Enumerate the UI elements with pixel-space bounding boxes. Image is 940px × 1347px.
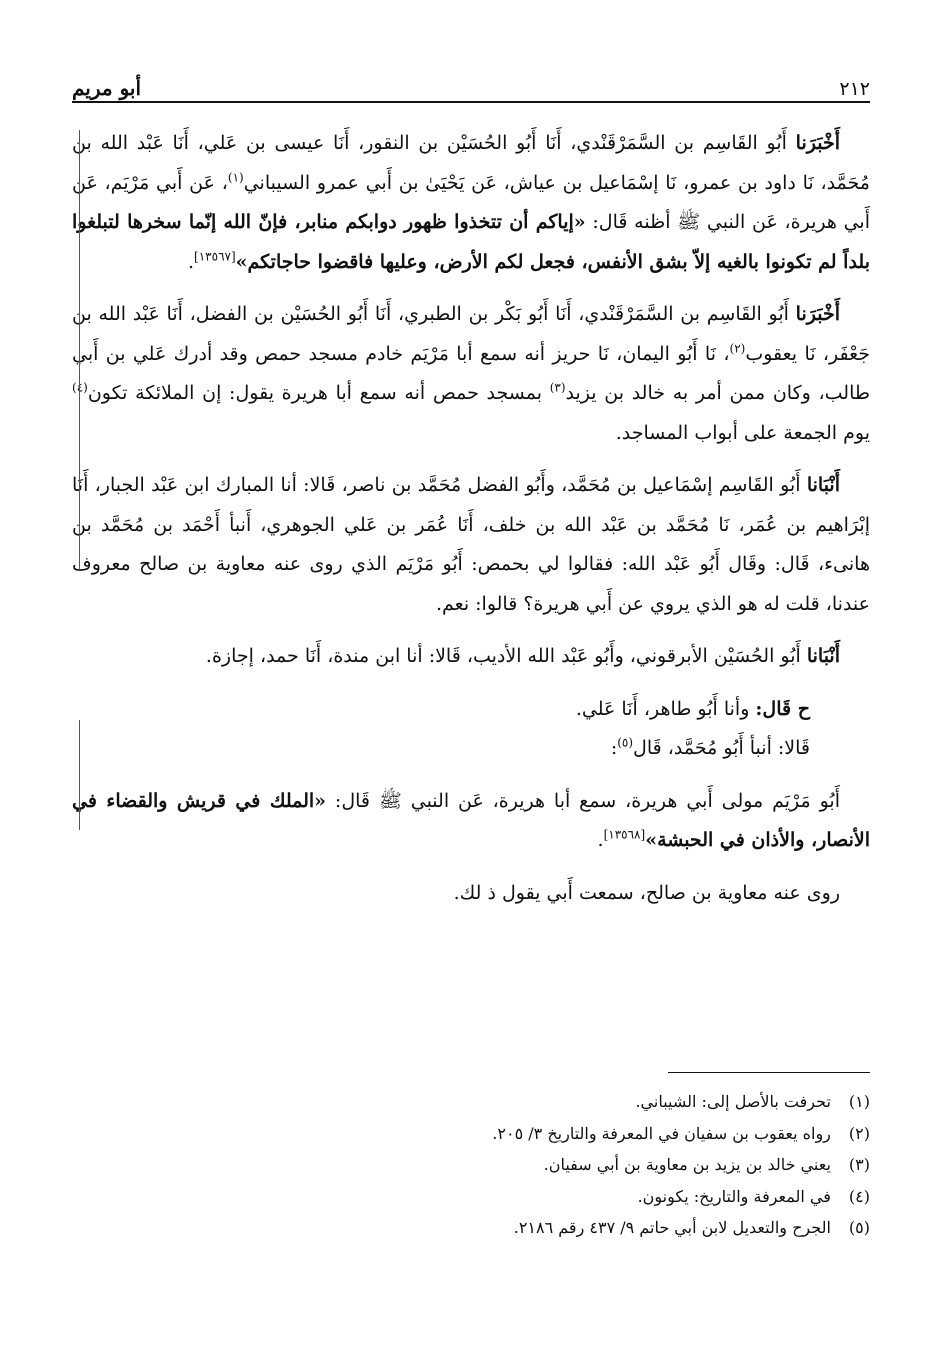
paragraph-4 bbox=[72, 637, 870, 677]
scan-edge-mark bbox=[79, 130, 80, 570]
header-rule bbox=[72, 101, 870, 103]
isnad-keyword: أَنْبَانا bbox=[806, 474, 840, 496]
hadith-text: «إياكم أن تتخذوا ظهور دوابكم منابر، فإنّ الله إنّما سخرها لتبلغوا بلداً لم تكونوا بالغيه إلاّ بشق الأنفس، فجعل لكم الأرض، وعليها فاقضوا حاجاتكم» bbox=[72, 211, 870, 273]
paragraph-end: . bbox=[188, 250, 195, 273]
paragraph-end: . bbox=[597, 829, 604, 851]
footnotes bbox=[72, 1086, 870, 1244]
isnad-keyword: أَخْبَرَنا bbox=[795, 303, 840, 325]
footnote-item bbox=[72, 1149, 870, 1181]
footnote-marker[interactable]: (٥) bbox=[617, 735, 634, 750]
isnad-keyword: أَنْبَانا bbox=[806, 645, 840, 667]
hadith-reference: [١٣٥٦٨] bbox=[603, 827, 646, 842]
isnad-keyword: ح قَال: bbox=[755, 697, 810, 720]
paragraph-2 bbox=[72, 295, 870, 453]
footnote-text: في المعرفة والتاريخ: يكونون. bbox=[637, 1186, 831, 1206]
paragraph-text: روى عنه معاوية بن صالح، سمعت أَبي يقول ذ لك. bbox=[453, 881, 840, 904]
paragraph-8 bbox=[72, 874, 870, 914]
footnote-number: (١) bbox=[848, 1092, 870, 1111]
footnote-item bbox=[72, 1086, 870, 1118]
paragraph-7 bbox=[72, 782, 870, 861]
footnote-text: رواه يعقوب بن سفيان في المعرفة والتاريخ ٣/ ٢٠٥. bbox=[492, 1123, 831, 1143]
paragraph-3 bbox=[72, 466, 870, 624]
paragraph-text: قَالا: أنبأ أَبُو مُحَمَّد، قَال bbox=[633, 737, 810, 759]
footnote-text: الجرح والتعديل لابن أبي حاتم ٩/ ٤٣٧ رقم ٢١٨٦. bbox=[513, 1218, 831, 1237]
footnote-text: يعني خالد بن يزيد بن معاوية بن أبي سفيان. bbox=[543, 1155, 831, 1174]
footnote-marker[interactable]: (١) bbox=[227, 170, 244, 185]
paragraph-text: يوم الجمعة على أبواب المساجد. bbox=[615, 421, 870, 444]
paragraph-text: بمسجد حمص أنه سمع أبا هريرة يقول: إن الملائكة تكون bbox=[87, 382, 550, 404]
hadith-text: «الملك في قريش والقضاء في الأنصار، والأذان في الحبشة» bbox=[72, 789, 870, 851]
footnote-number: (٤) bbox=[848, 1186, 870, 1206]
footnote-item bbox=[72, 1118, 870, 1150]
paragraph-text: ، نَا أَبُو اليمان، نَا حريز أنه سمع أبا مَرْيَم خادم مسجد حمص وقد أدرك عَلي بن أَبي طالب، وكان ممن أمر به خالد بن يزيد bbox=[72, 342, 870, 404]
paragraph-5 bbox=[72, 690, 870, 730]
isnad-keyword: أَخْبَرَنا bbox=[795, 132, 840, 154]
paragraph-text: ، عَن أَبي مَرْيَم، عَن أَبي هريرة، عَن النبي ﷺ أظنه قَال: bbox=[72, 171, 870, 233]
paragraph-text: وأنا أَبُو طاهر، أَنَا عَلي. bbox=[575, 697, 756, 720]
paragraph-1 bbox=[72, 124, 870, 282]
footnote-number: (٥) bbox=[848, 1218, 870, 1237]
footnote-rule bbox=[668, 1072, 870, 1073]
page-header bbox=[72, 68, 870, 100]
footnote-item bbox=[72, 1181, 870, 1213]
footnote-item bbox=[72, 1212, 870, 1244]
paragraph-text: أَبُو القَاسِم بن السَّمَرْقَنْدي، أَنَا أَبُو الحُسَيْن بن النقور، أَنَا عيسى بن عَلي، أَنَا عَبْد الله بن مُحَمَّد، نَا داود بن عمرو، نَا إسْمَاعيل بن عياش، عَن يَحْيَىٰ بن أَبي عمرو السيباني bbox=[72, 132, 870, 194]
main-text bbox=[72, 124, 870, 913]
paragraph-text: أَبُو الحُسَيْن الأبرقوني، وأَبُو عَبْد الله الأديب، قَالا: أنا ابن مندة، أَنَا حمد، إجازة. bbox=[205, 645, 807, 667]
footnote-number: (٣) bbox=[848, 1155, 870, 1174]
footnote-text: تحرفت بالأصل إلى: الشيباني. bbox=[635, 1092, 831, 1111]
paragraph-text: : bbox=[610, 737, 618, 759]
scan-edge-mark bbox=[79, 720, 80, 830]
page-number: ٢١٢ bbox=[839, 78, 870, 100]
paragraph-text: أَبُو القَاسِم إسْمَاعيل بن مُحَمَّد، وأَبُو الفضل مُحَمَّد بن ناصر، قَالا: أنا المبارك ابن عَبْد الجبار، أَنَا إبْرَاهيم بن عُمَر، نَا مُحَمَّد بن عَبْد الله بن خلف، أَنَا عُمَر بن عَلي الجوهري، أَنبأ أَحْمَد بن مُحَمَّد بن هانىء، قَال: وقَال أَبُو عَبْد الله: فقالوا لي بحمص: أَبُو مَرْيَم الذي روى عنه معاوية بن صالح معروف عندنا، قلت له هو الذي يروي عن أَبي هريرة؟ قالوا: نعم. bbox=[72, 474, 870, 615]
paragraph-text: أَبُو القَاسِم بن السَّمَرْقَنْدي، أَنَا أَبُو بَكْر بن الطبري، أَنَا أَبُو الحُسَيْن بن الفضل، أَنَا عَبْد الله بن جَعْفَر، نَا يعقوب bbox=[72, 303, 871, 365]
paragraph-text: أَبُو مَرْيَم مولى أَبي هريرة، سمع أبا هريرة، عَن النبي ﷺ قَال: bbox=[326, 789, 840, 812]
running-title: أبو مريم bbox=[72, 76, 142, 100]
footnote-number: (٢) bbox=[848, 1123, 870, 1143]
footnote-marker[interactable]: (٣) bbox=[549, 380, 566, 395]
footnote-marker[interactable]: (٤) bbox=[72, 380, 88, 395]
hadith-reference: [١٣٥٦٧] bbox=[194, 249, 236, 264]
footnote-marker[interactable]: (٢) bbox=[729, 341, 746, 356]
paragraph-6 bbox=[72, 729, 870, 769]
